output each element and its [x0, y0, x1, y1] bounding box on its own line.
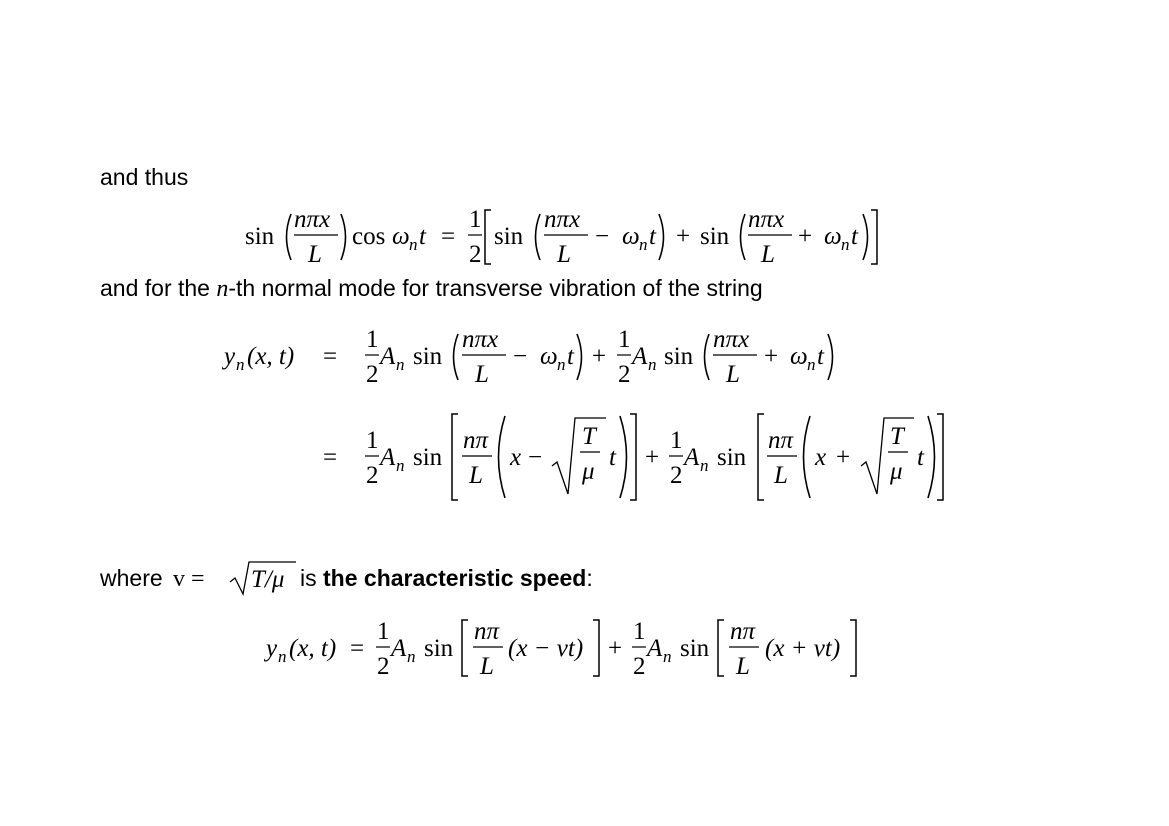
eq1-sin-1: sin — [245, 223, 275, 250]
eq3-bracket-close-1 — [593, 620, 599, 676]
eq1-paren-open-3 — [741, 214, 746, 260]
eq1-equals: = — [441, 223, 456, 250]
eq2-r2-paren-close-1 — [620, 416, 627, 498]
eq3-y: y — [266, 635, 278, 662]
eq2-r1-npix-2: nπx — [713, 326, 750, 353]
eq2-r2-x-1: x — [510, 444, 522, 471]
eq3-npi-2: nπ — [730, 618, 756, 645]
eq2-equals-1: = — [323, 343, 338, 370]
eq1-half-num: 1 — [469, 206, 482, 233]
eq3-bracket-open-1 — [462, 620, 468, 676]
mode-text — [100, 277, 763, 301]
eq2-r2-minus: − — [528, 444, 543, 471]
eq3-x-plus-vt: (x + vt) — [765, 635, 841, 662]
eq2-r1-minus: − — [513, 343, 528, 370]
eq2-r1-npix-1: nπx — [462, 326, 499, 353]
eq2-r2-mu-1: μ — [582, 458, 595, 485]
speed-t-over-mu: T/μ — [251, 566, 285, 593]
speed-text-tail — [300, 567, 593, 590]
speed-bold: the characteristic speed — [323, 565, 587, 591]
eq2-r1-half2-num: 1 — [618, 326, 631, 353]
eq3-L-1: L — [480, 653, 494, 680]
eq1-t-3: t — [851, 223, 858, 250]
eq2-r1-half-num: 1 — [366, 326, 379, 353]
eq3-half2-den: 2 — [633, 653, 646, 680]
eq1-omega-2: ω — [622, 223, 640, 250]
eq2-r1-L-1: L — [475, 361, 489, 388]
eq2-r2-npi-1: nπ — [463, 427, 489, 454]
eq1-npix-1: nπx — [294, 206, 331, 233]
eq2-r1-t-2: t — [817, 343, 824, 370]
eq1-sin-2: sin — [494, 223, 524, 250]
eq3-bracket-open-2 — [718, 620, 724, 676]
eq2-r2-A-1: A — [380, 444, 396, 471]
eq1-paren-close-1 — [341, 214, 346, 260]
eq2-r1-sin-1: sin — [413, 343, 443, 370]
eq2-r1-plus: + — [592, 343, 607, 370]
where-text: where — [100, 565, 163, 591]
eq1-plus-2: + — [798, 223, 813, 250]
eq3-bracket-close-2 — [850, 620, 856, 676]
eq1-plus: + — [676, 223, 691, 250]
eq1-L-2: L — [557, 241, 571, 268]
eq2-r1-sub-n-om2: n — [807, 355, 816, 374]
eq2-r1-plus-2: + — [764, 343, 779, 370]
eq1-omega-1: ω — [392, 223, 410, 250]
eq2-r1-paren-open-1 — [454, 334, 459, 380]
eq2-r2-half2-num: 1 — [670, 427, 683, 454]
eq2-r2-half-num: 1 — [366, 427, 379, 454]
eq2-r1-sub-n-A1: n — [396, 355, 405, 374]
eq1-sub-n-3: n — [841, 235, 850, 254]
eq2-r1-A-2: A — [632, 343, 648, 370]
eq3-sin-2: sin — [680, 635, 710, 662]
eq2-r1-half-den: 2 — [366, 361, 379, 388]
eq2-r2-half-den: 2 — [366, 462, 379, 489]
speed-is: is — [300, 565, 317, 591]
eq2-r2-A-2: A — [684, 444, 700, 471]
eq2-r1-t-1: t — [567, 343, 574, 370]
eq2-r2-sin-1: sin — [413, 444, 443, 471]
eq2-r2-x-2: x — [815, 444, 827, 471]
eq3-plus: + — [608, 635, 623, 662]
eq1-paren-close-2 — [659, 214, 664, 260]
eq3-half-den: 2 — [377, 653, 390, 680]
eq2-r2-L-1: L — [469, 462, 483, 489]
eq2-r2-bracket-open-1 — [452, 414, 458, 500]
eq2-r2-npi-2: nπ — [768, 427, 794, 454]
eq3-sub-n-A1: n — [407, 647, 416, 666]
mode-text-var: n — [216, 276, 229, 302]
eq1-L-1: L — [308, 241, 322, 268]
eq3-A-2: A — [647, 635, 663, 662]
eq1-cos: cos — [352, 223, 386, 250]
eq2-y: y — [224, 343, 236, 370]
eq2-r1-sin-2: sin — [664, 343, 694, 370]
eq2-r1-half2-den: 2 — [618, 361, 631, 388]
eq2-r2-L-2: L — [774, 462, 788, 489]
eq3-sub-n-A2: n — [663, 647, 672, 666]
eq2-r2-paren-close-2 — [928, 416, 935, 498]
eq1-L-3: L — [761, 241, 775, 268]
eq1-t-1: t — [419, 223, 426, 250]
eq1-bracket-close — [871, 210, 877, 264]
eq1-sin-3: sin — [700, 223, 730, 250]
eq3-half2-num: 1 — [633, 618, 646, 645]
eq3-A-1: A — [391, 635, 407, 662]
eq2-r1-paren-open-2 — [705, 334, 710, 380]
eq2-sub-n: n — [236, 355, 245, 374]
eq2-r1-paren-close-1 — [577, 334, 582, 380]
eq2-r2-paren-open-2 — [804, 416, 811, 498]
eq2-r2-bracket-close-2 — [937, 414, 943, 500]
eq2-r2-sin-2: sin — [717, 444, 747, 471]
eq1-paren-close-3 — [863, 214, 868, 260]
eq1-paren-open-2 — [536, 214, 541, 260]
eq1-npix-3: nπx — [748, 206, 785, 233]
eq2-r2-sqrt-2 — [861, 418, 914, 494]
eq2-r2-sub-n-A2: n — [700, 456, 709, 475]
eq1-minus: − — [595, 223, 610, 250]
intro-text: and thus — [100, 164, 189, 190]
eq1-sub-n-2: n — [639, 235, 648, 254]
eq3-sub-n: n — [278, 647, 287, 666]
eq1-t-2: t — [649, 223, 656, 250]
eq2-args: (x, t) — [247, 343, 295, 370]
eq2-r1-sub-n-A2: n — [648, 355, 657, 374]
eq2-r1-paren-close-2 — [828, 334, 833, 380]
eq1-half-den: 2 — [469, 241, 482, 268]
eq2-r1-sub-n-om1: n — [557, 355, 566, 374]
eq2-r2-t-1: t — [609, 444, 616, 471]
eq2-equals-2: = — [323, 444, 338, 471]
eq3-half-num: 1 — [377, 618, 390, 645]
speed-text — [100, 567, 205, 591]
eq2-r2-mu-2: μ — [890, 458, 903, 485]
eq2-r2-bracket-open-2 — [758, 414, 764, 500]
eq1-paren-open-1 — [287, 214, 292, 260]
eq3-x-minus-vt: (x − vt) — [508, 635, 584, 662]
eq2-r1-omega-2: ω — [790, 343, 808, 370]
eq2-r2-bracket-close-1 — [630, 414, 636, 500]
mode-text-before: and for the — [100, 275, 217, 301]
eq2-r1-L-2: L — [726, 361, 740, 388]
speed-sqrt-sign — [230, 562, 296, 594]
eq3-L-2: L — [736, 653, 750, 680]
eq2-r2-plus-2: + — [836, 444, 851, 471]
eq2-r2-T-1: T — [582, 423, 596, 450]
speed-symbol: v = — [173, 566, 205, 592]
eq3-sin-1: sin — [424, 635, 454, 662]
eq2-r2-paren-open-1 — [499, 416, 506, 498]
eq1-sub-n-1: n — [409, 235, 418, 254]
eq1-npix-2: nπx — [544, 206, 581, 233]
eq2-r2-t-2: t — [917, 444, 924, 471]
eq3-equals: = — [350, 635, 365, 662]
eq3-npi-1: nπ — [474, 618, 500, 645]
mode-text-after: -th normal mode for transverse vibration of the string — [228, 275, 763, 301]
eq1-omega-3: ω — [824, 223, 842, 250]
eq2-r2-plus: + — [645, 444, 660, 471]
eq2-r1-A-1: A — [380, 343, 396, 370]
eq2-r2-half2-den: 2 — [670, 462, 683, 489]
eq3-args: (x, t) — [289, 635, 337, 662]
eq1-bracket-open — [485, 210, 491, 264]
eq2-r2-T-2: T — [890, 423, 904, 450]
speed-colon: : — [586, 565, 593, 591]
eq2-r1-omega-1: ω — [540, 343, 558, 370]
eq2-r2-sqrt-1 — [552, 418, 606, 494]
eq2-r2-sub-n-A1: n — [396, 456, 405, 475]
